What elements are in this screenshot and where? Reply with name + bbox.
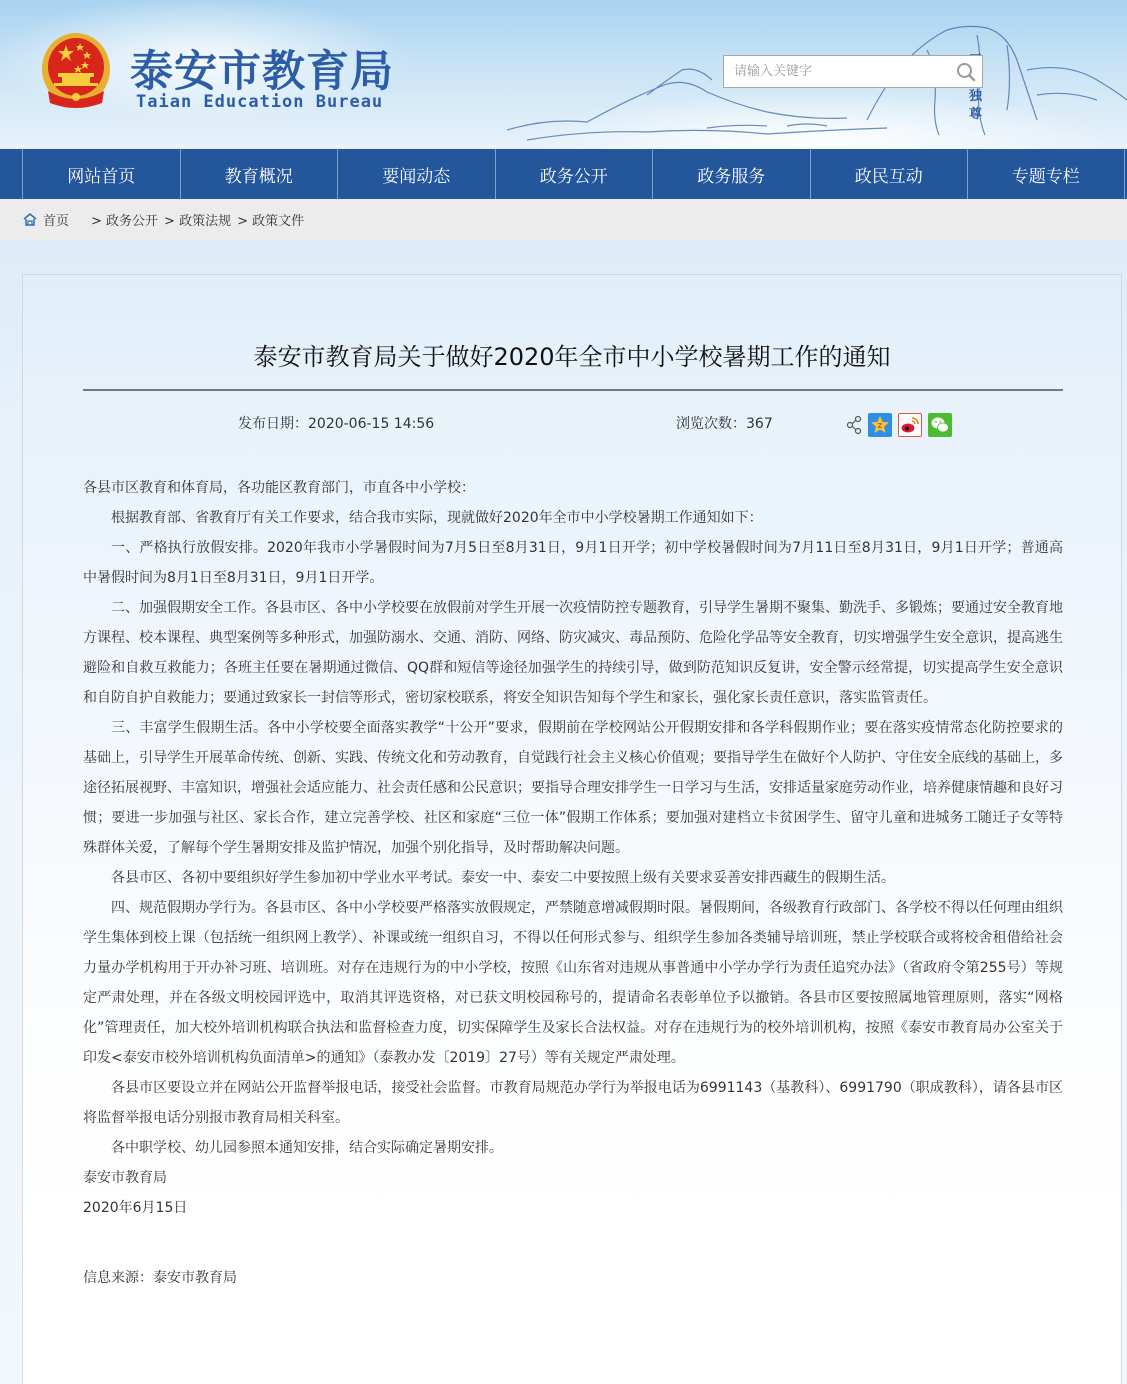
nav-item-news[interactable]: 要闻动态: [337, 149, 495, 199]
svg-text:尊: 尊: [969, 107, 983, 122]
weibo-icon[interactable]: [898, 413, 922, 437]
search-icon: [956, 62, 976, 82]
nav-item-government-affairs[interactable]: 政务公开: [495, 149, 653, 199]
article-panel: [22, 274, 1122, 1384]
info-source: 信息来源：泰安市教育局: [83, 1270, 237, 1286]
breadcrumb-home-link[interactable]: 首页: [43, 214, 70, 229]
nav-item-public-interaction[interactable]: 政民互动: [810, 149, 968, 199]
main-nav: [0, 149, 1127, 199]
article-title: 泰安市教育局关于做好2020年全市中小学校暑期工作的通知: [253, 343, 891, 371]
view-count: 浏览次数：367: [676, 416, 773, 432]
national-emblem-logo: [40, 31, 112, 111]
svg-text:Z: Z: [877, 422, 883, 430]
share-bar: [846, 413, 952, 437]
article-body: [83, 473, 1063, 1293]
qzone-icon[interactable]: [868, 413, 892, 437]
breadcrumb-policy-documents-link[interactable]: > 政策文件: [237, 214, 305, 229]
search-box: [723, 55, 983, 88]
home-icon: [23, 213, 37, 227]
nav-item-special-topics[interactable]: 专题专栏: [967, 149, 1125, 199]
nav-item-education-overview[interactable]: 教育概况: [180, 149, 338, 199]
signature-issuer: 泰安市教育局: [83, 1170, 167, 1186]
article-paragraph: 四、规范假期办学行为。各县市区、各中小学校要严格落实放假规定，严禁随意增减假期时限。暑假期间，各级教育行政部门、各学校不得以任何理由组织学生集体到校上课（包括统一组织网上教学）、补课或统一组织自习，不得以任何形式参与、组织学生参加各类辅导培训班，禁止学校联合或将校舍租借给社会力量办学机构用于开办补习班、培训班。对存在违规行为的中小学校，按照《山东省对违规从事普通中小学办学行为责任追究办法》（省政府令第255号）等规定严肃处理，并在各级文明校园评选中，取消其评选资格，对已获文明校园称号的，提请命名表彰单位予以撤销。各县市区要按照属地管理原则，落实“网格化”管理责任，加大校外培训机构联合执法和监督检查力度，切实保障学生及家长合法权益。对存在违规行为的校外培训机构，按照《泰安市教育局办公室关于印发<泰安市校外培训机构负面清单>的通知》（泰教办发〔2019〕27号）等有关规定严肃处理。: [83, 900, 1063, 1066]
breadcrumb-policy-regulations-link[interactable]: > 政策法规: [164, 214, 232, 229]
svg-text:独: 独: [969, 89, 983, 104]
search-button[interactable]: [950, 56, 982, 88]
breadcrumb-government-affairs-link[interactable]: > 政务公开: [91, 214, 159, 229]
article-paragraph: 一、严格执行放假安排。2020年我市小学暑假时间为7月5日至8月31日，9月1日开学；初中学校暑假时间为7月11日至8月31日，9月1日开学；普通高中暑假时间为8月1日至8月31日，9月1日开学。: [83, 540, 1063, 586]
article-paragraph: 各中职学校、幼儿园参照本通知安排，结合实际确定暑期安排。: [111, 1140, 503, 1156]
nav-item-home[interactable]: 网站首页: [22, 149, 180, 199]
site-logo-title: 泰安市教育局: [130, 47, 394, 97]
site-header: [0, 0, 1127, 149]
title-divider: [83, 389, 1063, 391]
share-icon[interactable]: [846, 413, 862, 437]
search-input[interactable]: [724, 56, 950, 87]
signature-date: 2020年6月15日: [83, 1200, 188, 1216]
publish-date: 发布日期：2020-06-15 14:56: [238, 416, 435, 432]
breadcrumb: [0, 199, 1127, 240]
article-salutation: 各县市区教育和体育局，各功能区教育部门，市直各中小学校：: [83, 480, 475, 496]
site-logo-subtitle: Taian Education Bureau: [136, 92, 384, 112]
article-paragraph: 三、丰富学生假期生活。各中小学校要全面落实教学“十公开”要求，假期前在学校网站公开假期安排和各学科假期作业；要在落实疫情常态化防控要求的基础上，引导学生开展革命传统、创新、实践、传统文化和劳动教育，自觉践行社会主义核心价值观；要指导学生在做好个人防护、守住安全底线的基础上，多途径拓展视野、丰富知识，增强社会适应能力、社会责任感和公民意识；要指导合理安排学生一日学习与生活，安排适量家庭劳动作业，培养健康情趣和良好习惯；要进一步加强与社区、家长合作，建立完善学校、社区和家庭“三位一体”假期工作体系；要加强对建档立卡贫困学生、留守儿童和进城务工随迁子女等特殊群体关爱，了解每个学生暑期安排及监护情况，加强个别化指导，及时帮助解决问题。: [83, 720, 1063, 856]
article-paragraph: 二、加强假期安全工作。各县市区、各中小学校要在放假前对学生开展一次疫情防控专题教育，引导学生暑期不聚集、勤洗手、多锻炼；要通过安全教育地方课程、校本课程、典型案例等多种形式，加强防溺水、交通、消防、网络、防灾减灾、毒品预防、危险化学品等安全教育，切实增强学生安全意识，提高逃生避险和自救互救能力；各班主任要在暑期通过微信、QQ群和短信等途径加强学生的持续引导，做到防范知识反复讲，安全警示经常提，切实提高学生安全意识和自防自护自救能力；要通过致家长一封信等形式，密切家校联系，将安全知识告知每个学生和家长，强化家长责任意识，落实监管责任。: [83, 600, 1063, 706]
article-paragraph: 根据教育部、省教育厅有关工作要求，结合我市实际，现就做好2020年全市中小学校暑期工作通知如下：: [111, 510, 763, 526]
nav-item-government-services[interactable]: 政务服务: [652, 149, 810, 199]
article-paragraph: 各县市区要设立并在网站公开监督举报电话，接受社会监督。市教育局规范办学行为举报电话为6991143（基教科）、6991790（职成教科），请各县市区将监督举报电话分别报市教育局相关科室。: [83, 1080, 1063, 1126]
wechat-icon[interactable]: [928, 413, 952, 437]
article-paragraph: 各县市区、各初中要组织好学生参加初中学业水平考试。泰安一中、泰安二中要按照上级有关要求妥善安排西藏生的假期生活。: [111, 870, 895, 886]
